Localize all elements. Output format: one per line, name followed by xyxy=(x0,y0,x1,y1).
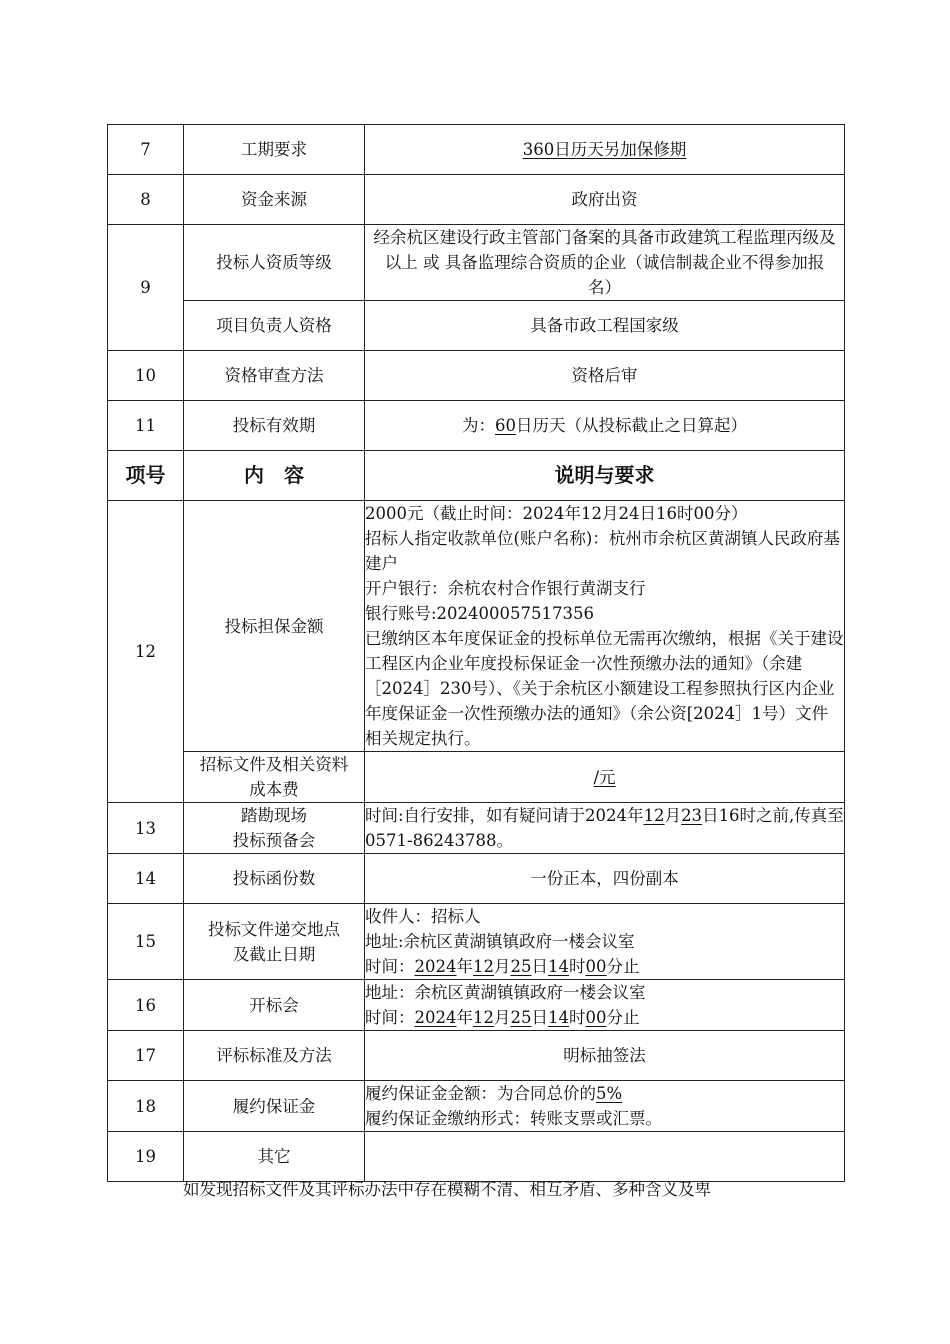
row-number: 11 xyxy=(108,401,184,451)
row-item: 踏勘现场 投标预备会 xyxy=(184,803,365,854)
header-item-number: 项号 xyxy=(108,451,184,501)
row-value: 具备市政工程国家级 xyxy=(365,301,845,351)
recipient-line: 收件人：招标人 xyxy=(365,907,481,926)
row-number: 17 xyxy=(108,1031,184,1081)
address-line: 地址:余杭区黄湖镇镇政府一楼会议室 xyxy=(365,932,635,951)
row-value: 明标抽签法 xyxy=(365,1031,845,1081)
table-row xyxy=(108,501,845,752)
bid-info-table xyxy=(107,124,845,1182)
row-number: 13 xyxy=(108,803,184,854)
table-row xyxy=(108,1031,845,1081)
construction-period: 360日历天另加保修期 xyxy=(522,140,687,159)
row-value xyxy=(365,752,845,803)
deposit-amount-line: 2000元（截止时间：2024年12月24日16时00分） xyxy=(365,504,748,523)
row-number: 18 xyxy=(108,1081,184,1132)
table-row xyxy=(108,175,845,225)
deposit-note: 已缴纳区本年度保证金的投标单位无需再次缴纳，根据《关于建设工程区内企业年度投标保证金一次性预缴办法的通知》（余建［2024］230号）、《关于余杭区小额建设工程参照执行区内企业年度保证金一次性预缴办法的通知》（余公资[2024］1号）文件相关规定执行。 xyxy=(365,629,844,748)
table-row xyxy=(108,752,845,803)
row-number: 7 xyxy=(108,125,184,175)
row-item: 项目负责人资格 xyxy=(184,301,365,351)
performance-bond-amount: 履约保证金金额：为合同总价的5% xyxy=(365,1084,623,1103)
table-row xyxy=(108,904,845,980)
row-value xyxy=(365,501,845,752)
row-item: 投标文件递交地点 及截止日期 xyxy=(184,904,365,980)
row-item: 资格审查方法 xyxy=(184,351,365,401)
row-item: 投标函份数 xyxy=(184,854,365,904)
table-row xyxy=(108,225,845,301)
bank-line: 开户银行：余杭农村合作银行黄湖支行 xyxy=(365,579,646,598)
row-value: 资格后审 xyxy=(365,351,845,401)
table-header-row xyxy=(108,451,845,501)
row-item: 资金来源 xyxy=(184,175,365,225)
row-value: 政府出资 xyxy=(365,175,845,225)
row-value xyxy=(365,904,845,980)
payee-line: 招标人指定收款单位(账户名称)：杭州市余杭区黄湖镇人民政府基建户 xyxy=(365,529,840,573)
row-number: 12 xyxy=(108,501,184,803)
row-number: 9 xyxy=(108,225,184,351)
address-line: 地址：余杭区黄湖镇镇政府一楼会议室 xyxy=(365,983,646,1002)
row-number: 10 xyxy=(108,351,184,401)
row-item: 投标担保金额 xyxy=(184,501,365,752)
row-item: 投标人资质等级 xyxy=(184,225,365,301)
row-number: 14 xyxy=(108,854,184,904)
row-value: 一份正本，四份副本 xyxy=(365,854,845,904)
row-item: 工期要求 xyxy=(184,125,365,175)
table-row xyxy=(108,980,845,1031)
row-value: 经余杭区建设行政主管部门备案的具备市政建筑工程监理丙级及以上 或 具备监理综合资质的企业（诚信制裁企业不得参加报名） xyxy=(365,225,845,301)
row-item: 开标会 xyxy=(184,980,365,1031)
table-row xyxy=(108,351,845,401)
row-item: 投标有效期 xyxy=(184,401,365,451)
opening-time-line: 时间：2024年12月25日14时00分止 xyxy=(365,1008,640,1027)
header-content: 内 容 xyxy=(184,451,365,501)
row-number: 19 xyxy=(108,1132,184,1182)
header-requirements: 说明与要求 xyxy=(365,451,845,501)
table-row xyxy=(108,301,845,351)
performance-bond-form: 履约保证金缴纳形式：转账支票或汇票。 xyxy=(365,1109,662,1128)
document-fee: /元 xyxy=(593,767,616,787)
validity-days: 60 xyxy=(495,416,516,435)
footer-text: 如发现招标文件及其评标办法中存在模糊不清、相互矛盾、多种含义及卑 xyxy=(183,1180,711,1199)
table-row xyxy=(108,125,845,175)
row-number: 8 xyxy=(108,175,184,225)
table-row xyxy=(108,803,845,854)
row-number: 15 xyxy=(108,904,184,980)
deadline-line: 时间：2024年12月25日14时00分止 xyxy=(365,957,640,976)
row-value xyxy=(365,1081,845,1132)
row-item: 履约保证金 xyxy=(184,1081,365,1132)
account-line: 银行账号:202400057517356 xyxy=(365,604,595,623)
table-row xyxy=(108,1132,845,1182)
table-row xyxy=(108,1081,845,1132)
row-value xyxy=(365,1132,845,1182)
row-number: 16 xyxy=(108,980,184,1031)
row-value: 时间:自行安排，如有疑问请于2024年12月23日16时之前,传真至 0571-86243788。 xyxy=(365,803,845,854)
table-row xyxy=(108,401,845,451)
table-row xyxy=(108,854,845,904)
row-value xyxy=(365,980,845,1031)
row-item: 招标文件及相关资料成本费 xyxy=(184,752,365,803)
row-item: 评标标准及方法 xyxy=(184,1031,365,1081)
row-value xyxy=(365,125,845,175)
row-item: 其它 xyxy=(184,1132,365,1182)
row-value: 为：60日历天（从投标截止之日算起） xyxy=(365,401,845,451)
